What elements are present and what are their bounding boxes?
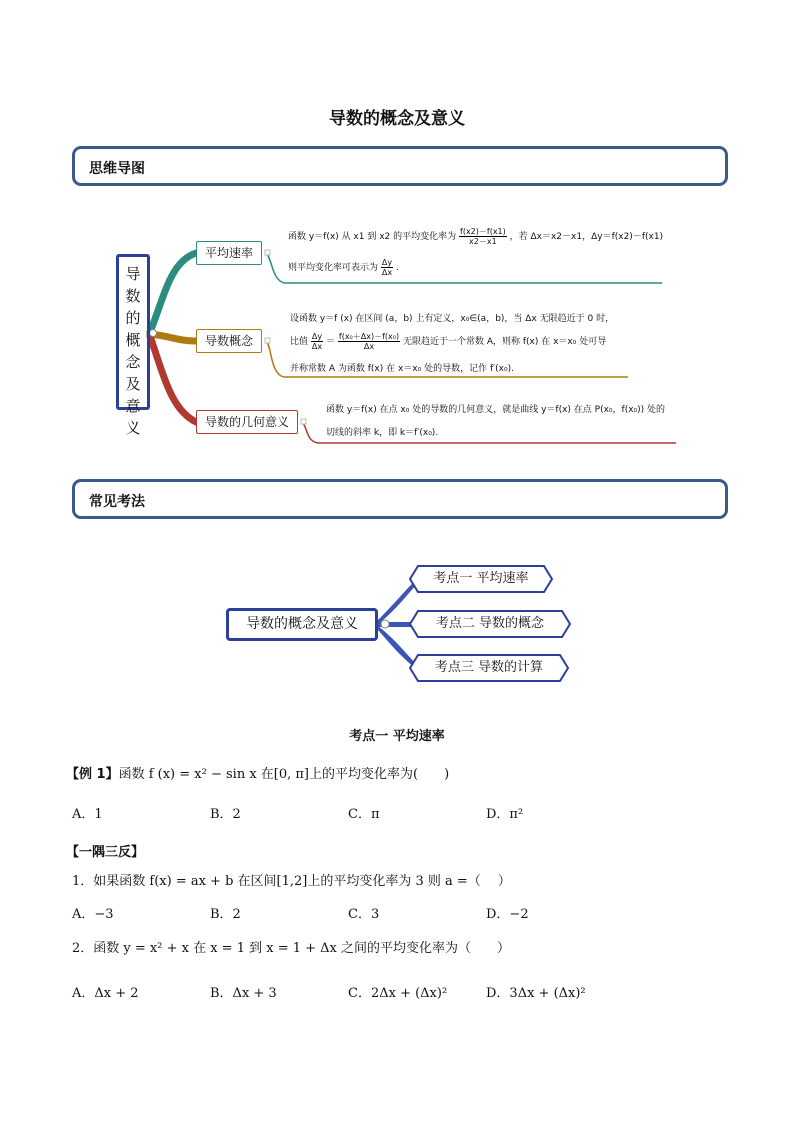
option: C．π [348, 807, 380, 822]
fraction: $\frac{\text{f(x₀＋Δx)－f(x₀)}}{\Delta x}$ [338, 332, 400, 351]
practice-tag: 【一隅三反】 [66, 845, 145, 860]
page-title: 导数的概念及意义 [329, 109, 465, 129]
option: A．−3 [72, 907, 114, 922]
note-average-rate-line1: 函数 y＝f(x) 从 x1 到 x2 的平均变化率为 $\frac{f(x2)-f(x1)}{x2-x1}$ ，若 Δx＝x2－x1，Δy＝f(x2)－f(x1) [288, 227, 664, 246]
note-derivative-line2: 比值 $\frac{\Delta y}{\Delta x}$ ＝ $\frac{\text{f(x₀＋Δx)－f(x₀)}}{\Delta x}$ 无限趋近于一个常数 A，则称 f(x) 在 x＝x₀ 处可导 [290, 332, 607, 351]
option: B．2 [210, 807, 241, 822]
option: D．3Δx + (Δx)² [486, 986, 586, 1001]
note-average-rate-line2: 则平均变化率可表示为 $\frac{\Delta y}{\Delta x}$ . [288, 258, 399, 277]
question-2-stem: 2．函数 y = x² + x 在 x = 1 到 x = 1 + Δx 之间的平均变化率为（ ） [72, 941, 510, 956]
option: A．1 [72, 807, 103, 822]
example-stem: 函数 f (x) = x² − sin x 在[0, π]上的平均变化率为( ) [118, 767, 450, 782]
section-label: 思维导图 [89, 161, 145, 177]
note-derivative-line1: 设函数 y＝f (x) 在区间 (a，b) 上有定义，x₀∈(a，b)，当 Δx 无限趋近于 0 时， [290, 314, 615, 324]
fraction: $\frac{f(x2)-f(x1)}{x2-x1}$ [460, 227, 506, 246]
option: C．3 [348, 907, 380, 922]
branch-average-rate: 平均速率 [196, 241, 262, 265]
note-geometric-line2: 切线的斜率 k，即 k＝f′(x₀). [326, 428, 439, 438]
option: C．2Δx + (Δx)² [348, 986, 448, 1001]
option: D．π² [486, 807, 524, 822]
mind-map-root-text: 导数的概念及意义 [125, 265, 141, 437]
fraction: $\frac{\Delta y}{\Delta x}$ [311, 332, 323, 351]
note-geometric-line1: 函数 y＝f(x) 在点 x₀ 处的导数的几何意义，就是曲线 y＝f(x) 在点 P(x₀，f(x₀)) 处的 [326, 405, 666, 415]
common-map-root: 导数的概念及意义 [226, 608, 378, 641]
example-tag: 【例 1】 [66, 767, 119, 782]
topic-item-1: 考点一 平均速率 [433, 571, 529, 586]
section-label: 常见考法 [89, 494, 145, 510]
example-question [66, 763, 449, 782]
fraction: $\frac{\Delta y}{\Delta x}$ [381, 258, 393, 277]
branch-geometric-meaning: 导数的几何意义 [196, 410, 298, 434]
branch-derivative-concept: 导数概念 [196, 329, 262, 353]
topic-item-3: 考点三 导数的计算 [434, 660, 544, 675]
option: B．Δx + 3 [210, 986, 277, 1001]
note-derivative-line3: 并称常数 A 为函数 f(x) 在 x＝x₀ 处的导数，记作 f′(x₀). [290, 364, 514, 374]
question-1-stem: 1．如果函数 f(x) = ax + b 在区间[1,2]上的平均变化率为 3 则 a =（ ） [72, 874, 511, 889]
topic-heading: 考点一 平均速率 [349, 729, 445, 744]
topic-item-2: 考点二 导数的概念 [435, 616, 545, 631]
option: A．Δx + 2 [72, 986, 139, 1001]
option: D．−2 [486, 907, 529, 922]
option: B．2 [210, 907, 241, 922]
